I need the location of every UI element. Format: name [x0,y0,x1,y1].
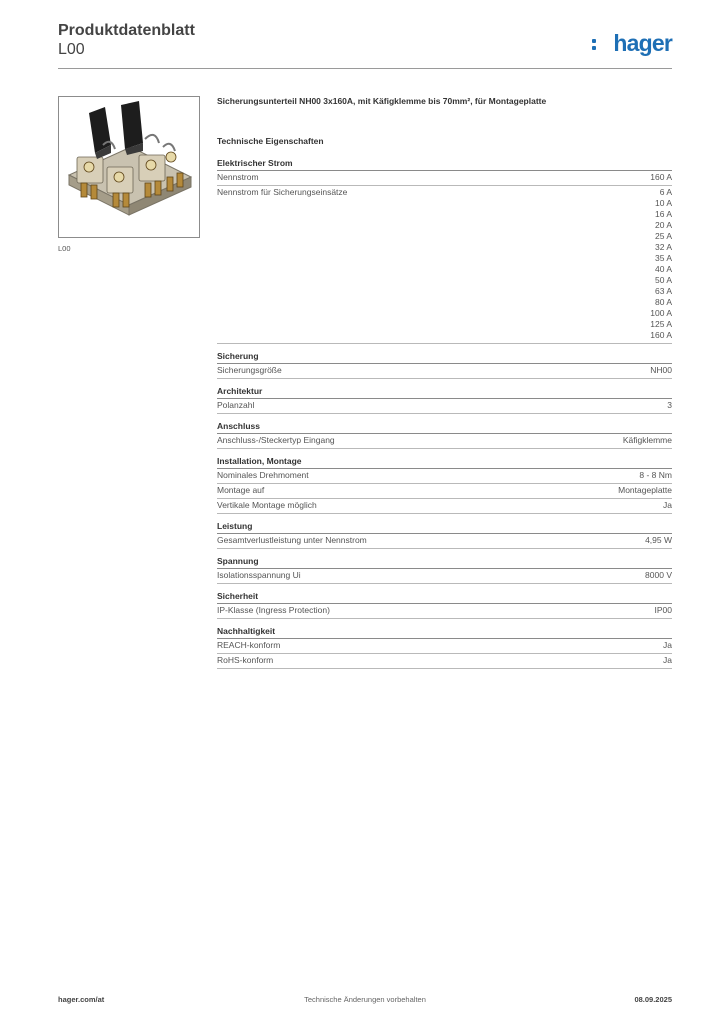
spec-group [217,421,672,449]
logo-colon-mark [592,39,596,53]
spec-value: NH00 [650,365,672,375]
spec-label: Gesamtverlustleistung unter Nennstrom [217,535,367,545]
footer-date: 08.09.2025 [634,995,672,1004]
spec-group-title: Nachhaltigkeit [217,626,672,639]
spec-value: Ja [663,640,672,650]
spec-group-title: Leistung [217,521,672,534]
spec-content [217,95,672,676]
product-code: L00 [58,41,85,58]
spec-value: Montageplatte [618,485,672,495]
spec-value: IP00 [654,605,672,615]
spec-label: Montage auf [217,485,265,495]
spec-group-title: Spannung [217,556,672,569]
spec-group-title: Sicherung [217,351,672,364]
spec-row [217,534,672,549]
spec-row [217,469,672,484]
spec-value-item: 35 A [654,253,672,263]
spec-group [217,556,672,584]
spec-value: Käfigklemme [622,435,672,445]
header-divider [58,68,672,69]
spec-row [217,171,672,186]
spec-value: 3 [667,400,672,410]
spec-row [217,434,672,449]
spec-row [217,364,672,379]
spec-label: Polanzahl [217,400,255,410]
spec-value [650,187,672,341]
spec-groups [217,158,672,669]
spec-label: Nominales Drehmoment [217,470,309,480]
section-title: Technische Eigenschaften [217,136,324,146]
spec-row [217,569,672,584]
logo-wordmark: hager [613,30,672,56]
spec-value: 8 - 8 Nm [639,470,672,480]
spec-value: 4,95 W [645,535,672,545]
spec-value: Ja [663,500,672,510]
spec-row [217,186,672,344]
spec-row [217,399,672,414]
spec-value-item: 25 A [654,231,672,241]
spec-value-item: 32 A [654,242,672,252]
spec-value: Ja [663,655,672,665]
spec-group-title: Anschluss [217,421,672,434]
spec-value-item: 10 A [654,198,672,208]
spec-row [217,499,672,514]
spec-group [217,351,672,379]
spec-row [217,654,672,669]
spec-group-title: Installation, Montage [217,456,672,469]
footer-website[interactable]: hager.com/at [58,995,105,1004]
fuse-base-illustration [59,97,199,237]
spec-group [217,158,672,344]
page-header [58,20,672,70]
spec-group [217,521,672,549]
product-image [58,96,200,238]
spec-group [217,386,672,414]
spec-label: Nennstrom [217,172,259,182]
spec-group-title: Architektur [217,386,672,399]
spec-value-item: 100 A [650,308,672,318]
spec-value-item: 50 A [654,275,672,285]
spec-label: Nennstrom für Sicherungseinsätze [217,187,348,197]
spec-group [217,456,672,514]
spec-value-item: 6 A [659,187,672,197]
spec-value-item: 63 A [654,286,672,296]
spec-row [217,604,672,619]
image-caption: L00 [58,244,71,253]
spec-row [217,639,672,654]
document-title: Produktdatenblatt [58,22,195,39]
spec-group [217,626,672,669]
spec-value: 8000 V [645,570,672,580]
spec-group-title: Elektrischer Strom [217,158,672,171]
spec-value-item: 16 A [654,209,672,219]
product-description: Sicherungsunterteil NH00 3x160A, mit Käfigklemme bis 70mm², für Montageplatte [217,96,547,106]
spec-label: Vertikale Montage möglich [217,500,317,510]
spec-row [217,484,672,499]
spec-label: Isolationsspannung Ui [217,570,301,580]
hager-logo [592,28,672,58]
spec-label: Anschluss-/Steckertyp Eingang [217,435,335,445]
spec-label: IP-Klasse (Ingress Protection) [217,605,330,615]
spec-label: RoHS-konform [217,655,274,665]
spec-value-item: 80 A [654,297,672,307]
spec-value-item: 20 A [654,220,672,230]
spec-value-item: 40 A [654,264,672,274]
spec-value: 160 A [650,172,672,182]
footer-note: Technische Änderungen vorbehalten [304,995,426,1004]
spec-group [217,591,672,619]
spec-value-item: 125 A [650,319,672,329]
spec-value-item: 160 A [650,330,672,340]
spec-group-title: Sicherheit [217,591,672,604]
spec-label: REACH-konform [217,640,281,650]
spec-label: Sicherungsgröße [217,365,282,375]
